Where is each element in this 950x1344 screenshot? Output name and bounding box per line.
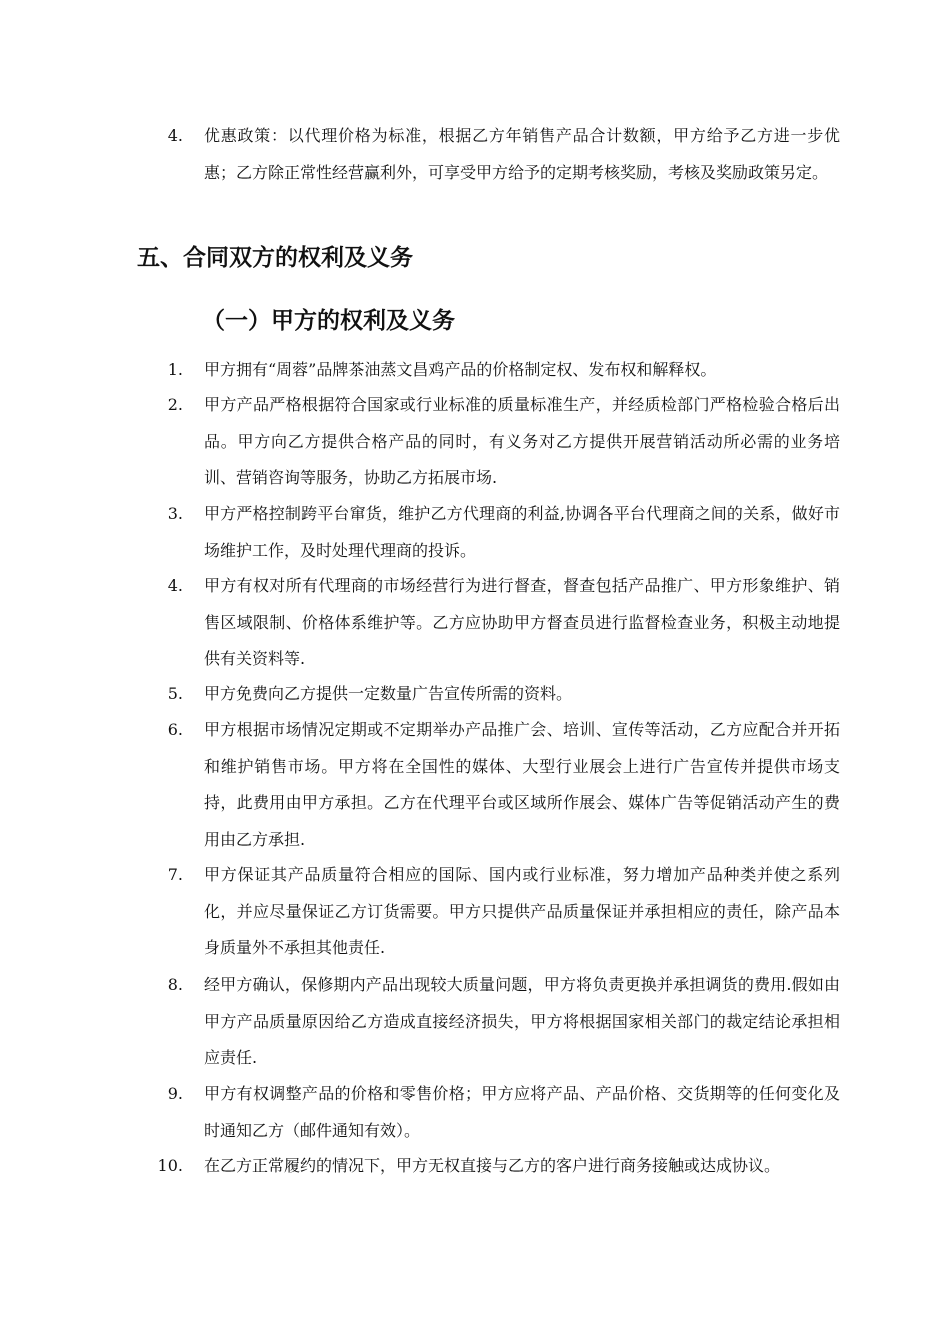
list-item-text: 甲方免费向乙方提供一定数量广告宣传所需的资料。 (204, 684, 573, 703)
list-item-number: 4. (167, 126, 183, 145)
list-item-number: 4. (167, 576, 183, 595)
list-item-number: 10. (157, 1156, 183, 1175)
list-item-number: 3. (167, 504, 183, 523)
list-item-number: 6. (167, 720, 183, 739)
list-item-text: 甲方拥有“周蓉”品牌茶油蒸文昌鸡产品的价格制定权、发布权和解释权。 (204, 360, 717, 379)
list-item-text: 优惠政策：以代理价格为标准，根据乙方年销售产品合计数额，甲方给予乙方进一步优惠；乙方除正常性经营赢利外，可享受甲方给予的定期考核奖励，考核及奖励政策另定。 (204, 126, 840, 182)
list-item-text: 甲方有权对所有代理商的市场经营行为进行督查，督查包括产品推广、甲方形象维护、销售区域限制、价格体系维护等。乙方应协助甲方督查员进行监督检查业务，积极主动地提供有关资料等. (204, 576, 840, 668)
list-item-text: 甲方严格控制跨平台窜货，维护乙方代理商的利益,协调各平台代理商之间的关系，做好市场维护工作，及时处理代理商的投诉。 (204, 504, 840, 560)
list-item-number: 8. (167, 975, 183, 994)
list-item-number: 5. (167, 684, 183, 703)
list-item-text: 在乙方正常履约的情况下，甲方无权直接与乙方的客户进行商务接触或达成协议。 (204, 1156, 781, 1175)
subsection-title: （一）甲方的权利及义务 (202, 308, 455, 334)
list-item-text: 甲方产品严格根据符合国家或行业标准的质量标准生产，并经质检部门严格检验合格后出品。甲方向乙方提供合格产品的同时，有义务对乙方提供开展营销活动所必需的业务培训、营销咨询等服务，协助乙方拓展市场. (204, 395, 840, 487)
section-title: 五、合同双方的权利及义务 (137, 245, 413, 271)
list-item-number: 2. (167, 395, 183, 414)
list-item-text: 经甲方确认，保修期内产品出现较大质量问题，甲方将负责更换并承担调货的费用.假如由甲方产品质量原因给乙方造成直接经济损失，甲方将根据国家相关部门的裁定结论承担相应责任. (204, 975, 840, 1067)
list-item-text: 甲方保证其产品质量符合相应的国际、国内或行业标准，努力增加产品种类并使之系列化，并应尽量保证乙方订货需要。甲方只提供产品质量保证并承担相应的责任，除产品本身质量外不承担其他责任. (204, 865, 840, 957)
list-item-text: 甲方有权调整产品的价格和零售价格；甲方应将产品、产品价格、交货期等的任何变化及时通知乙方（邮件通知有效）。 (204, 1084, 840, 1140)
list-item-number: 1. (167, 360, 183, 379)
list-item-number: 9. (167, 1084, 183, 1103)
list-item-number: 7. (167, 865, 183, 884)
list-item-text: 甲方根据市场情况定期或不定期举办产品推广会、培训、宣传等活动，乙方应配合并开拓和维护销售市场。甲方将在全国性的媒体、大型行业展会上进行广告宣传并提供市场支持，此费用由甲方承担。乙方在代理平台或区域所作展会、媒体广告等促销活动产生的费用由乙方承担. (204, 720, 840, 849)
